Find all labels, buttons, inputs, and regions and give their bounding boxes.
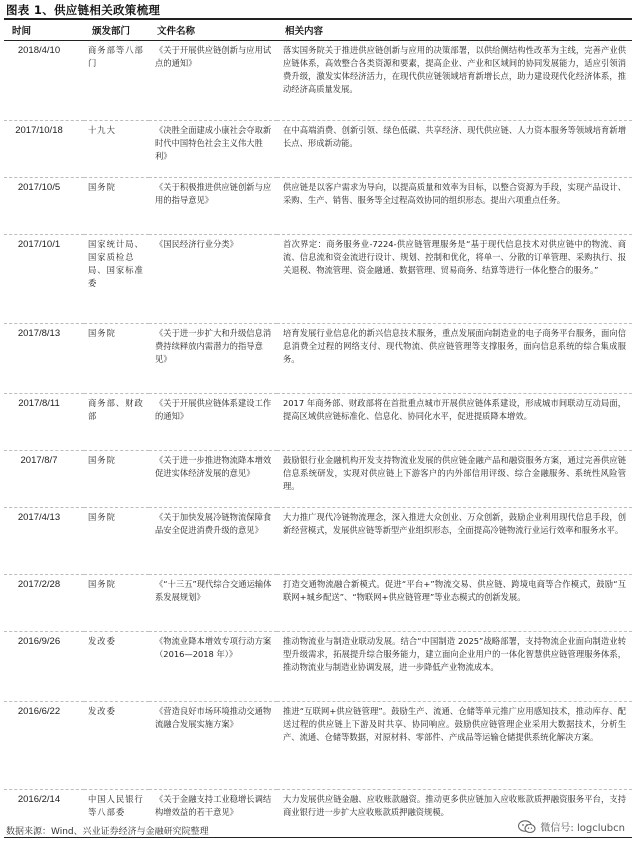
row-date: 2017/8/11 — [4, 394, 84, 451]
row-file: 《物流业降本增效专项行动方案（2016—2018 年）》 — [149, 632, 277, 702]
row-content: 落实国务院关于推进供应链创新与应用的决策部署，以供给侧结构性改革为主线，完善产业供应链体系，高效整合各类资源和要素，提高企业、产业和区域间的协同发展能力，适应引领消费升级，激发实体经济活力，在现代供应链领域培育新增长点，助力建设现代化经济体系，推动经济高质量发展。 — [283, 45, 626, 94]
row-date: 2017/8/13 — [4, 324, 84, 394]
table-row — [4, 178, 632, 235]
row-date: 2016/9/26 — [4, 632, 84, 702]
source-note: 数据来源：Wind、兴业证券经济与金融研究院整理 — [6, 827, 209, 837]
wechat-icon — [518, 820, 536, 834]
table-row — [4, 702, 632, 790]
row-file: 《关于金融支持工业稳增长调结构增效益的若干意见》 — [149, 790, 277, 836]
row-content: 培育发展行业信息化的新兴信息技术服务，重点发展面向制造业的电子商务平台服务，面向信息消费全过程的网络支付、现代物流、供应链管理等支撑服务，面向信息系统的综合集成服务。 — [277, 324, 632, 394]
watermark — [515, 818, 628, 835]
row-dept: 商务部等八部门 — [88, 45, 144, 68]
row-content: 鼓励银行业金融机构开发支持物流业发展的供应链金融产品和融资服务方案，通过完善供应链信息系统研发，实现对供应链上下游客户的内外部信用评级、综合金融服务、系统性风险管理。 — [277, 451, 632, 508]
row-dept: 中国人民银行等八部委 — [84, 790, 149, 836]
row-file: 《关于进一步推进物流降本增效促进实体经济发展的意见》 — [149, 451, 277, 508]
row-content: 推动物流业与制造业联动发展。结合“中国制造 2025”战略部署，支持物流企业面向制造业转型升级需求，拓展提升综合服务能力，建立面向企业用户的一体化智慧供应链管理服务体系，推动物流业与制造业协调发展，进一步降低产业物流成本。 — [277, 632, 632, 702]
table-row — [4, 324, 632, 394]
row-date: 2017/10/5 — [4, 178, 84, 235]
row-dept: 国务院 — [84, 324, 149, 394]
row-dept: 国务院 — [84, 508, 149, 575]
policy-table — [4, 20, 632, 836]
row-content: 供应链是以客户需求为导向，以提高质量和效率为目标，以整合资源为手段，实现产品设计、采购、生产、销售、服务等全过程高效协同的组织形态。提出六项重点任务。 — [277, 178, 632, 235]
table-row — [4, 394, 632, 451]
table-row — [4, 41, 632, 121]
row-date: 2016/6/22 — [4, 702, 84, 790]
table-row — [4, 632, 632, 702]
row-content: 大力推广现代冷链物流理念，深入推进大众创业、万众创新，鼓励企业利用现代信息手段，创新经营模式，发展供应链等新型产业组织形态，全面提高冷链物流行业运行效率和服务水平。 — [277, 508, 632, 575]
table-row — [4, 508, 632, 575]
table-row — [4, 451, 632, 508]
bottom-rule — [4, 837, 632, 838]
row-file: 《关于开展供应链创新与应用试点的通知》 — [155, 45, 272, 68]
header-dept: 颁发部门 — [84, 20, 149, 41]
row-dept: 发改委 — [84, 702, 149, 790]
row-content: 2017 年商务部、财政部将在首批重点城市开展供应链体系建设，形成城市间联动互动局面，提高区域供应链标准化、信息化、协同化水平，促进提质降本增效。 — [277, 394, 632, 451]
row-file: 《“十三五”现代综合交通运输体系发展规划》 — [149, 575, 277, 632]
row-file: 《关于开展供应链体系建设工作的通知》 — [149, 394, 277, 451]
row-dept: 商务部、财政部 — [84, 394, 149, 451]
row-file: 《国民经济行业分类》 — [149, 235, 277, 324]
row-dept: 国务院 — [84, 178, 149, 235]
row-date: 2017/4/13 — [4, 508, 84, 575]
row-file: 《决胜全面建成小康社会夺取新时代中国特色社会主义伟大胜利》 — [149, 121, 277, 178]
table-row — [4, 121, 632, 178]
row-content: 大力发展供应链金融、应收账款融资。推动更多供应链加入应收账款质押融资服务平台，支持商业银行进一步扩大应收账款质押融资规模。 — [277, 790, 632, 836]
header-row — [4, 20, 632, 41]
row-date: 2017/8/7 — [4, 451, 84, 508]
table-row — [4, 575, 632, 632]
row-date: 2017/10/18 — [4, 121, 84, 178]
row-content: 在中高端消费、创新引领、绿色低碳、共享经济、现代供应链、人力资本服务等领域培育新增长点、形成新动能。 — [277, 121, 632, 178]
row-file: 《营造良好市场环境推动交通物流融合发展实施方案》 — [149, 702, 277, 790]
row-file: 《关于积极推进供应链创新与应用的指导意见》 — [149, 178, 277, 235]
watermark-text: 微信号: logclubcn — [540, 823, 625, 834]
row-date: 2017/10/1 — [4, 235, 84, 324]
table-row — [4, 235, 632, 324]
row-dept: 国家统计局、国家质检总局、国家标准委 — [84, 235, 149, 324]
row-date: 2018/4/10 — [17, 45, 61, 56]
header-content: 相关内容 — [277, 20, 632, 41]
row-dept: 发改委 — [84, 632, 149, 702]
header-file: 文件名称 — [149, 20, 277, 41]
row-dept: 国务院 — [84, 575, 149, 632]
row-date: 2016/2/14 — [4, 790, 84, 836]
table-title: 图表 1、供应链相关政策梳理 — [6, 3, 161, 17]
header-date: 时间 — [4, 20, 84, 41]
row-file: 《关于加快发展冷链物流保障食品安全促进消费升级的意见》 — [149, 508, 277, 575]
row-file: 《关于进一步扩大和升级信息消费持续释放内需潜力的指导意见》 — [149, 324, 277, 394]
row-content: 首次界定：商务服务业-7224-供应链管理服务是“基于现代信息技术对供应链中的物流、商流、信息流和资金流进行设计、规划、控制和优化，将单一、分散的订单管理、采购执行、报关退税、物流管理、资金融通、数据管理、贸易商务、结算等进行一体化整合的服务。” — [277, 235, 632, 324]
row-dept: 十九大 — [84, 121, 149, 178]
row-date: 2017/2/28 — [4, 575, 84, 632]
row-content: 推进“互联网+供应链管理”。鼓励生产、流通、仓储等单元推广应用感知技术，推动库存、配送过程的供应链上下游及时共享、协同响应。鼓励供应链管理企业采用大数据技术，分析生产、流通、仓储等数据，对原材料、零部件、产成品等运输仓储提供系统化解决方案。 — [277, 702, 632, 790]
row-dept: 国务院 — [84, 451, 149, 508]
row-content: 打造交通物流融合新模式。促进“平台+”物流交易、供应链、跨境电商等合作模式，鼓励“互联网+城乡配送”、“物联网+供应链管理”等业态模式的创新发展。 — [277, 575, 632, 632]
